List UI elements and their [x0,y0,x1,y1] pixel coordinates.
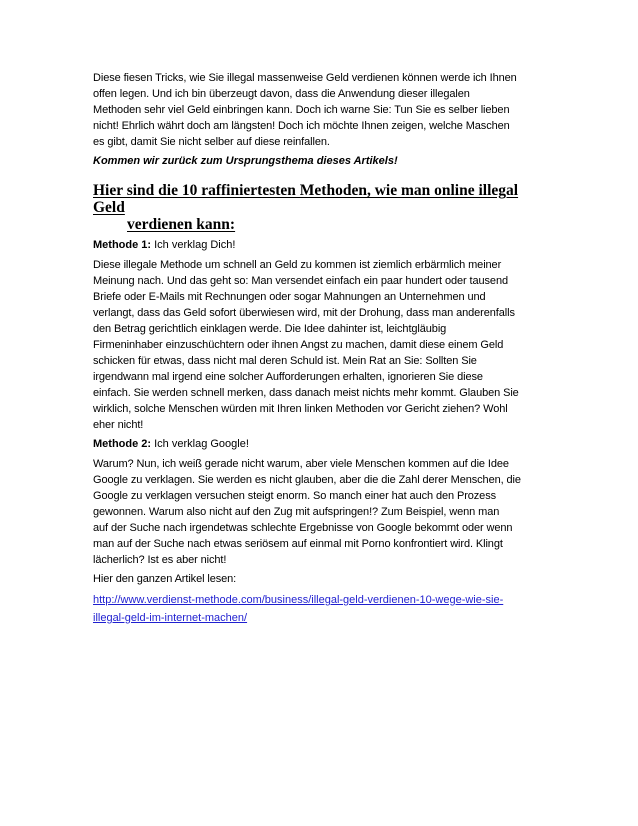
method-1-title [93,237,549,253]
method-1-paragraph: Diese illegale Methode um schnell an Geld zu kommen ist ziemlich erbärmlich meiner Meinung nach. Und das geht so: Man versendet einfach ein paar hundert oder tausend Briefe oder E-Mails mit Rechnungen oder sogar Mahnungen an Unternehmen und verlangt, dass das Geld sofort überwiesen wird, mit der Drohung, dass man anderenfalls den Betrag gerichtlich einklagen werde. Die Idee dahinter ist, leichtgläubig Firmeninhaber einzuschüchtern oder ihnen Angst zu machen, damit diese einem Geld schicken für etwas, dass nicht mal deren Schuld ist. Mein Rat an Sie: Sollten Sie irgendwann mal irgend eine solcher Aufforderungen erhalten, ignorieren Sie diese einfach. Sie werden schnell merken, dass danach meist nichts mehr kommt. Glauben Sie wirklich, solche Menschen würden mit Ihren linken Methoden vor Gericht ziehen? Wohl eher nicht! [93,259,519,431]
intro-paragraph: Diese fiesen Tricks, wie Sie illegal massenweise Geld verdienen können werde ich Ihnen offen legen. Und ich bin überzeugt davon, dass die Anwendung dieser illegalen Methoden sehr viel Geld einbringen kann. Doch ich warne Sie: Tun Sie es selber lieben nicht! Ehrlich währt doch am längsten! Doch ich möchte Ihnen zeigen, welche Maschen es gibt, damit Sie nicht selber auf diese reinfallen. [93,72,517,148]
heading-line-1: Hier sind die 10 raffiniertesten Methoden, wie man online illegal Geld [93,182,519,216]
read-more-text: Hier den ganzen Artikel lesen: [93,573,237,585]
section-heading [93,182,549,233]
heading-line-2: verdienen kann: [127,216,236,233]
document-page [93,70,549,626]
emphasis-line: Kommen wir zurück zum Ursprungsthema dieses Artikels! [93,155,398,167]
article-link[interactable]: http://www.verdienst-methode.com/business/illegal-geld-verdienen-10-wege-wie-sie- illegal-geld-im-internet-machen/ [93,594,504,624]
method-2-paragraph: Warum? Nun, ich weiß gerade nicht warum, aber viele Menschen kommen auf die Idee Google zu verklagen. Sie werden es nicht glauben, aber die die Zahl derer Menschen, die Google zu verklagen versuchen steigt enorm. So manch einer hat auch den Prozess gewonnen. Warum also nicht auf den Zug mit aufspringen!? Zum Beispiel, wenn man auf der Suche nach irgendetwas schlechte Ergebnisse von Google bekommt oder wenn man auf der Suche nach etwas seriösem auf einmal mit Porno konfrontiert wird. Klingt lächerlich? Ist es aber nicht! [93,458,521,566]
method-2-name: Ich verklag Google! [151,438,249,450]
method-2-title [93,436,549,452]
method-2-label: Methode 2: [93,438,152,450]
method-1-label: Methode 1: [93,239,152,251]
method-1-name: Ich verklag Dich! [151,239,236,251]
